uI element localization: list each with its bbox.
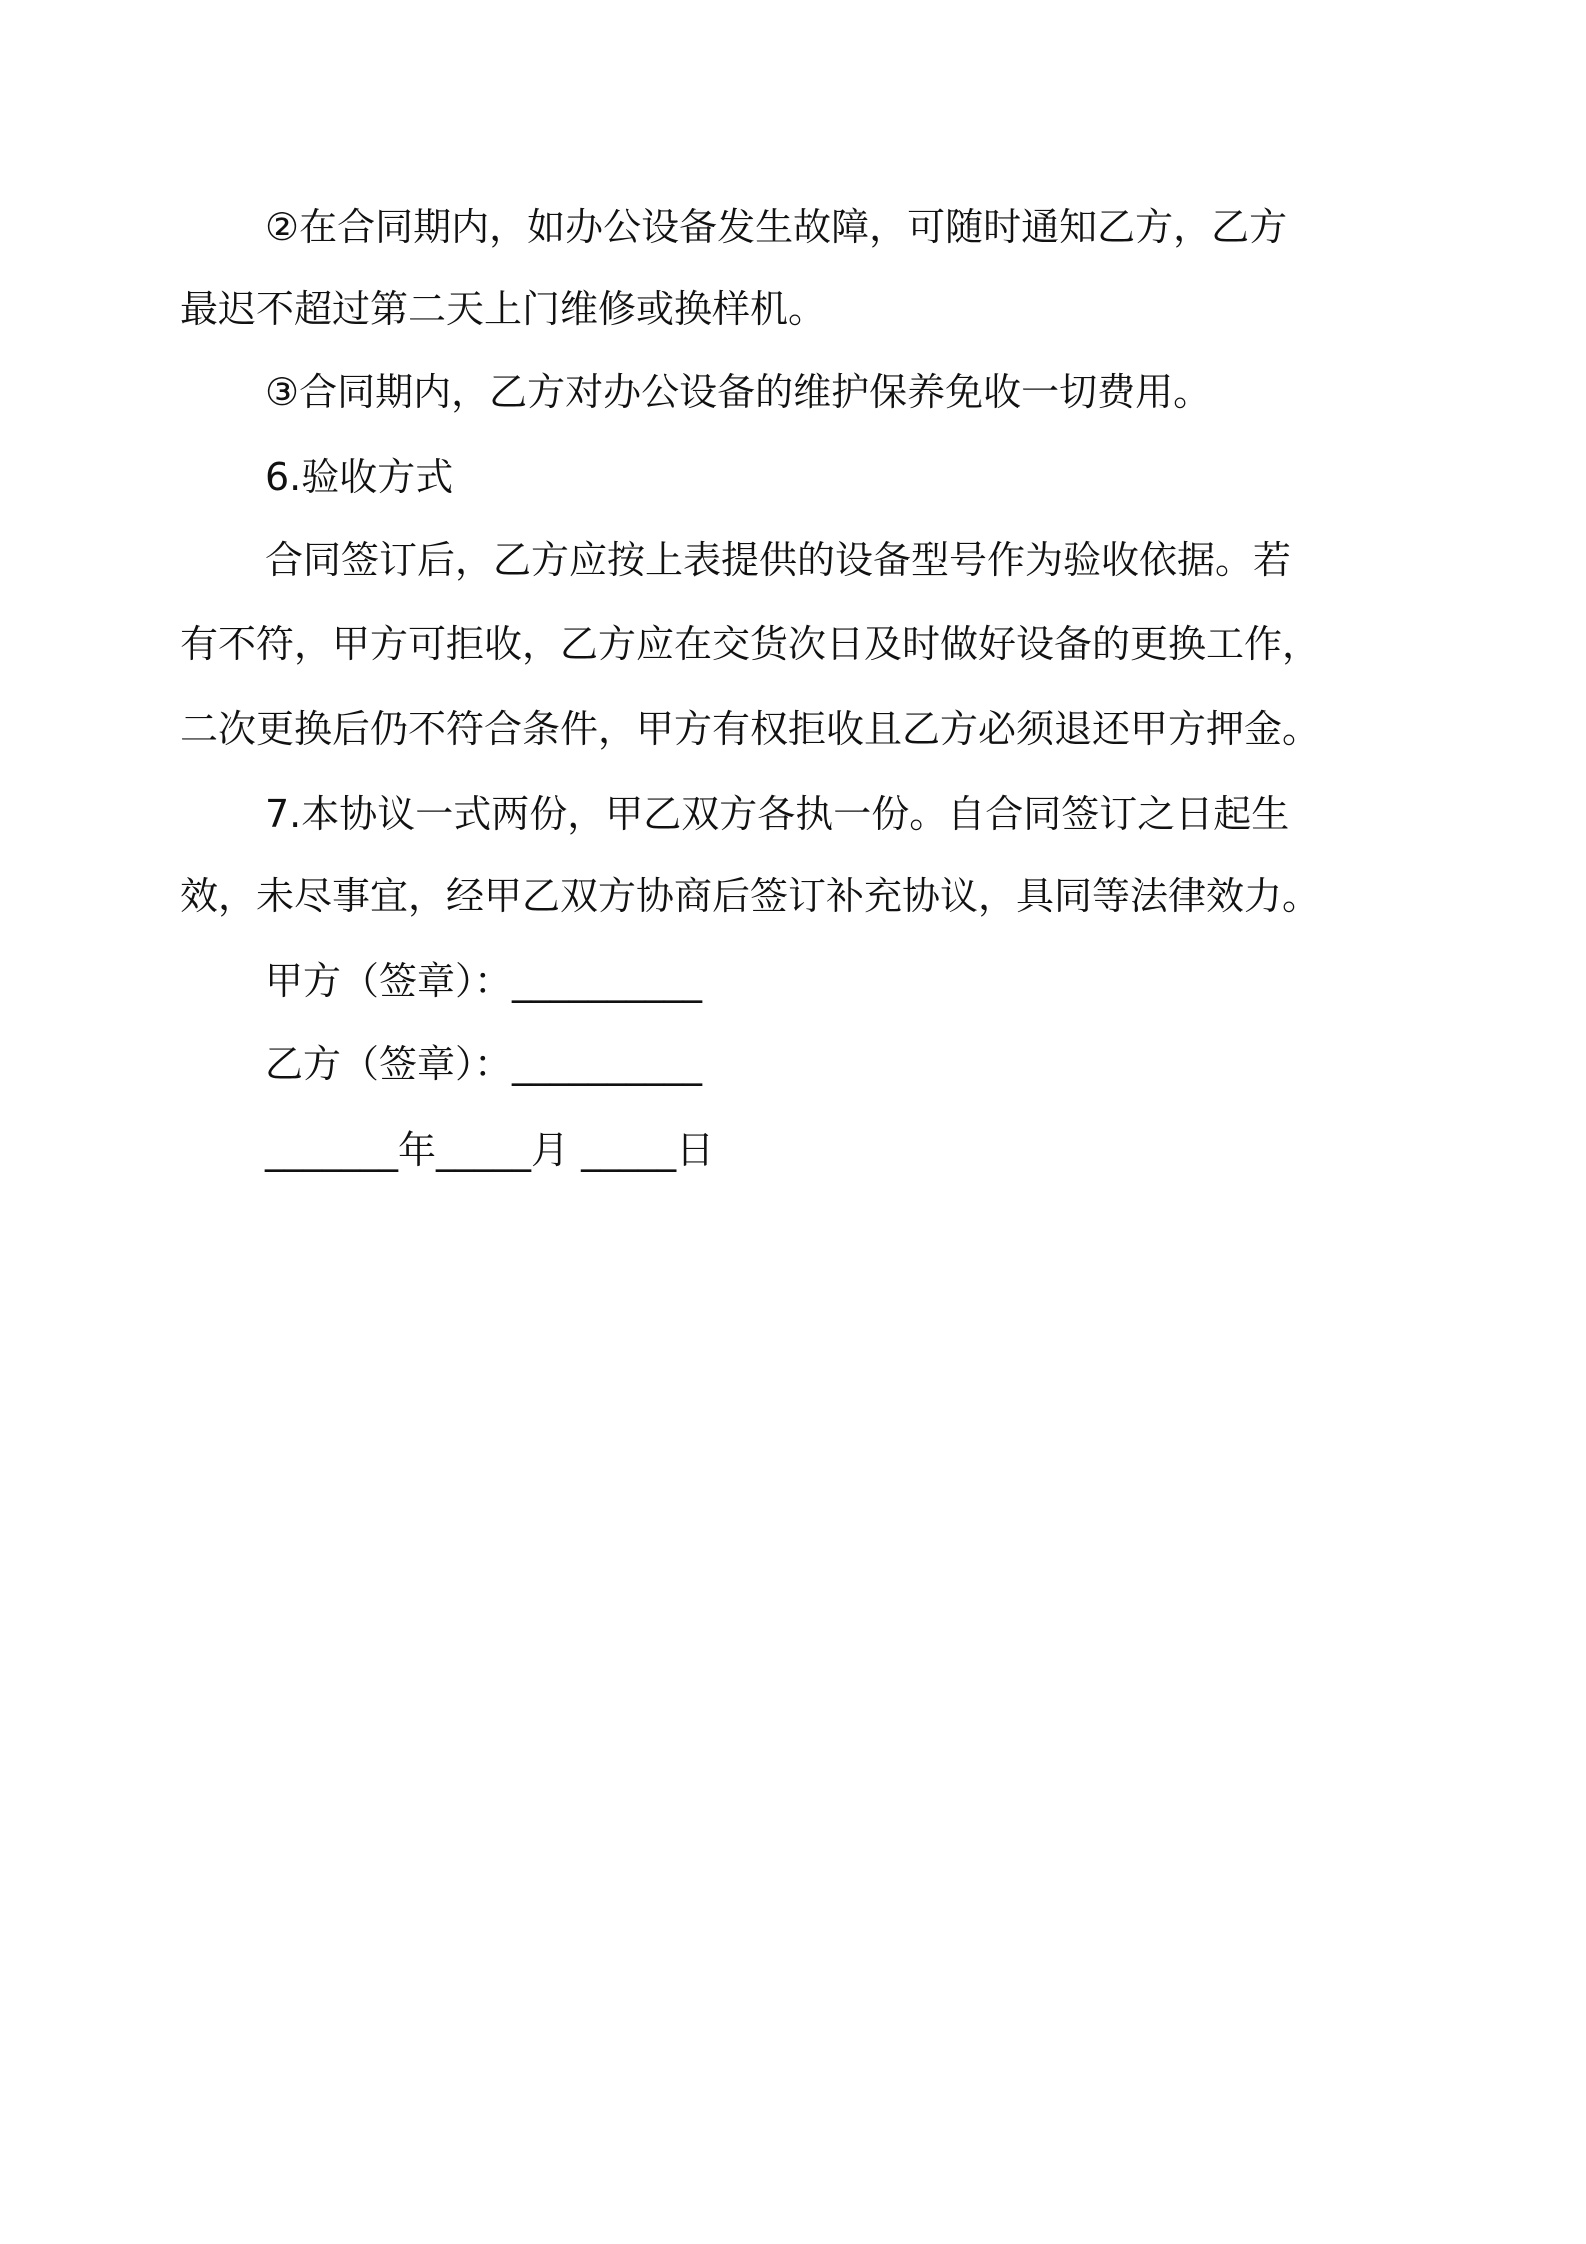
clause-2-line-2: 最迟不超过第二天上门维修或换样机。 — [180, 287, 827, 331]
acceptance-line-2: 有不符，甲方可拒收，乙方应在交货次日及时做好设备的更换工作， — [180, 622, 1321, 666]
clause-2-line-1: ②在合同期内，如办公设备发生故障，可随时通知乙方，乙方 — [265, 205, 1288, 249]
acceptance-line-3: 二次更换后仍不符合条件，甲方有权拒收且乙方必须退还甲方押金。 — [180, 707, 1321, 751]
party-b-signature: 乙方（签章）：__________ — [265, 1042, 703, 1086]
section-6-heading: 6.验收方式 — [265, 455, 454, 499]
acceptance-line-1: 合同签订后，乙方应按上表提供的设备型号作为验收依据。若 — [265, 538, 1292, 582]
signing-date: _______年_____月 _____日 — [265, 1128, 715, 1172]
clause-3: ③合同期内，乙方对办公设备的维护保养免收一切费用。 — [265, 370, 1212, 414]
party-a-signature: 甲方（签章）：__________ — [265, 959, 703, 1003]
clause-7-line-2: 效，未尽事宜，经甲乙双方协商后签订补充协议，具同等法律效力。 — [180, 874, 1321, 918]
clause-7-line-1: 7.本协议一式两份，甲乙双方各执一份。自合同签订之日起生 — [265, 792, 1290, 836]
